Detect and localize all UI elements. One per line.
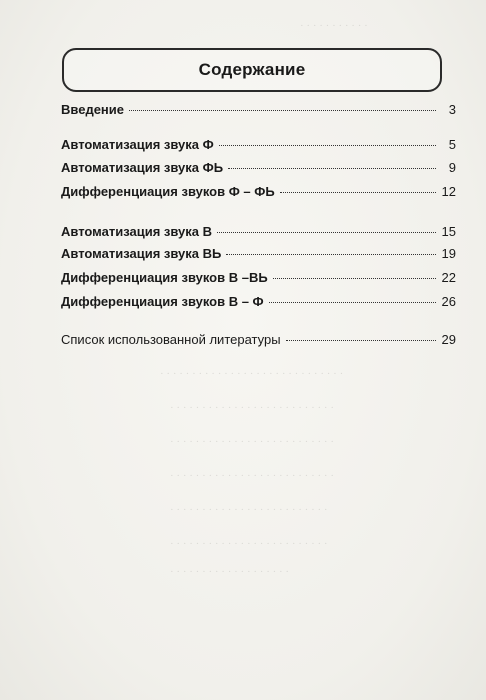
toc-entry[interactable] [61,294,456,312]
toc-entry-title: Введение [61,102,124,117]
toc-entry[interactable] [61,184,456,202]
toc-entry-title: Автоматизация звука В [61,224,213,239]
toc-entry[interactable] [61,160,456,178]
toc-entry[interactable] [61,137,456,155]
toc-entry-title: Дифференциация звуков Ф – ФЬ [61,184,275,199]
dot-leader [280,192,436,193]
toc-entry-title: Список использованной литературы [61,332,281,347]
toc-entry-page: 3 [448,102,456,117]
show-through-text: · · · · · · · · · · · · · · · · · · · · · · · · · · [170,402,334,414]
dot-leader [228,168,436,169]
toc-entry-page: 22 [441,270,456,285]
toc-entry-title: Автоматизация звука ВЬ [61,246,222,261]
toc-entry-title: Автоматизация звука Ф [61,137,214,152]
show-through-text: · · · · · · · · · · · [300,20,368,32]
page-title: Содержание [198,60,306,79]
show-through-text: · · · · · · · · · · · · · · · · · · · · · · · · · · [170,436,334,448]
dot-leader [219,145,436,146]
show-through-text: · · · · · · · · · · · · · · · · · · · [170,566,290,578]
toc-entry-title: Дифференциация звуков В – Ф [61,294,264,309]
toc-entry-page: 29 [441,332,456,347]
show-through-text: · · · · · · · · · · · · · · · · · · · · · · · · · [170,538,328,550]
dot-leader [269,302,436,303]
show-through-text: · · · · · · · · · · · · · · · · · · · · · · · · · · · · · [160,368,344,380]
dot-leader [226,254,435,255]
toc-entry-page: 9 [448,160,456,175]
dot-leader [129,110,436,111]
toc-entry-page: 15 [441,224,456,239]
toc-entry-page: 5 [448,137,456,152]
heading-frame [62,48,442,92]
toc-entry-page: 19 [441,246,456,261]
show-through-text: · · · · · · · · · · · · · · · · · · · · · · · · · · [170,470,334,482]
toc-entry[interactable] [61,102,456,120]
toc-entry[interactable] [61,246,456,264]
dot-leader [273,278,436,279]
toc-entry-title: Дифференциация звуков В –ВЬ [61,270,268,285]
toc-entry[interactable] [61,270,456,288]
toc-entry-page: 26 [441,294,456,309]
toc-entry-title: Автоматизация звука ФЬ [61,160,224,175]
toc-entry[interactable] [61,332,456,350]
toc-entry[interactable] [61,224,456,242]
toc-entry-page: 12 [441,184,456,199]
dot-leader [217,232,436,233]
dot-leader [286,340,436,341]
show-through-text: · · · · · · · · · · · · · · · · · · · · · · · · · [170,504,328,516]
